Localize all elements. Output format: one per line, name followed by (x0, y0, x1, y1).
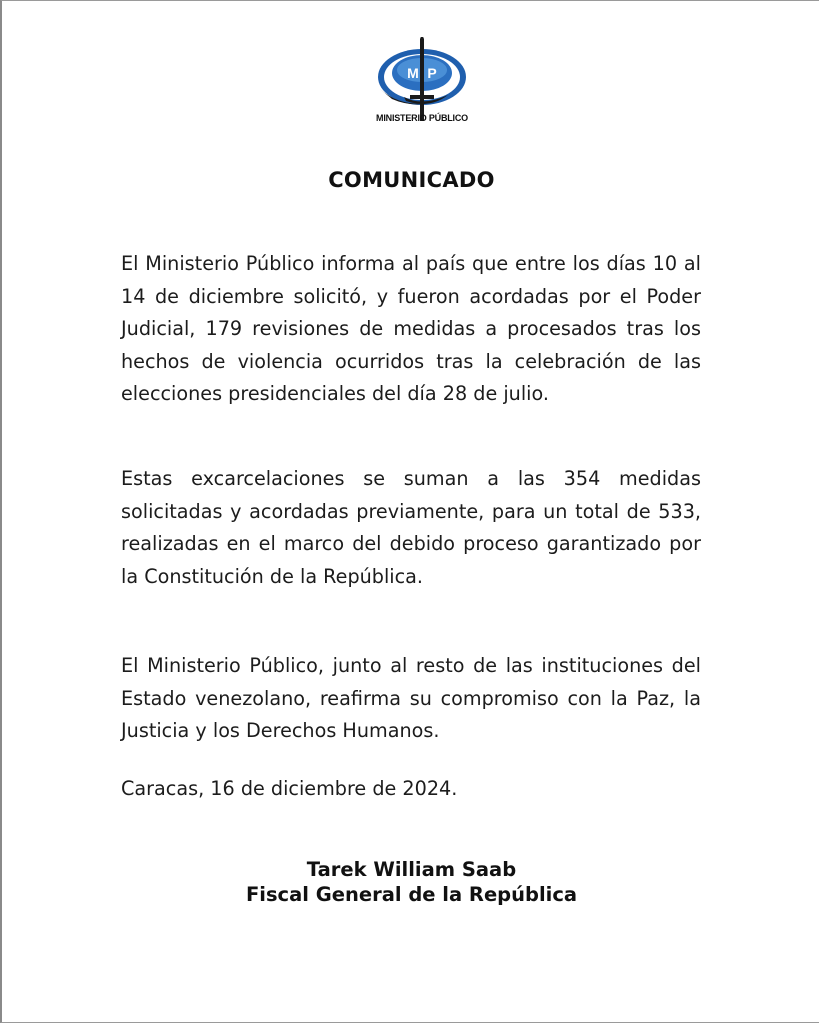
logo-letter-m: M (407, 65, 419, 81)
logo-letter-p: P (427, 65, 437, 81)
paragraph-1: El Ministerio Público informa al país que entre los días 10 al 14 de diciembre solicitó, y fueron acordadas por el Poder Judicial, 179 revisiones de medidas a procesados tras los hechos de violencia ocurridos tras la celebración de las elecciones presidenciales del día 28 de julio. (121, 252, 701, 405)
signatory-position: Fiscal General de la República (245, 883, 578, 906)
dateline: Caracas, 16 de diciembre de 2024. (121, 777, 458, 800)
paragraph-3: El Ministerio Público, junto al resto de las instituciones del Estado venezolano, reafirma su compromiso con la Paz, la Justicia y los Derechos Humanos. (121, 654, 701, 742)
logo-caption: MINISTERIO PÚBLICO (376, 113, 468, 123)
signatory-name: Tarek William Saab (306, 858, 517, 881)
document-title: COMUNICADO (328, 168, 495, 192)
paragraph-2: Estas excarcelaciones se suman a las 354 medidas solicitadas y acordadas previamente, para un total de 533, realizadas en el marco del debido proceso garantizado por la Constitución de la República. (121, 467, 701, 588)
